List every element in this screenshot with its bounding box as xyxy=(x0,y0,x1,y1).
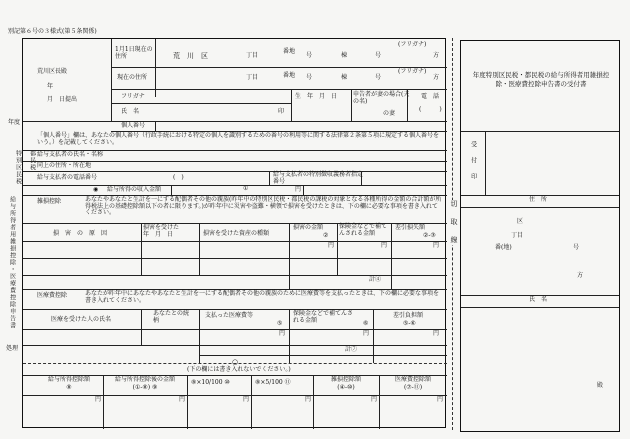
casualty-yen3: 円 xyxy=(433,242,440,249)
city-label: 荒川区長殿 xyxy=(37,68,68,75)
income-num: ① xyxy=(243,185,249,192)
mynumber-label: 個人番号 xyxy=(121,122,146,129)
footer-col-4: 雑損控除額 xyxy=(330,376,361,383)
receipt-title: 年度特別区民税・都民税の給与所得者用雑損控除・医療費控除申告書の受付書 xyxy=(472,71,610,89)
medical-col-paid: 支払った医療費等 xyxy=(205,312,254,319)
spouse-label: 申告者が妻の場合(夫の名) xyxy=(353,91,410,105)
seal: 印 xyxy=(278,108,285,115)
date-field: 月 日提出 xyxy=(47,96,78,103)
go4: 号 xyxy=(375,74,382,81)
footer-col-3: ⑧×5/100 ⑪ xyxy=(255,379,291,386)
casualty-col-net: 差引損失額 xyxy=(395,224,426,231)
employer-addr-label: 同上の住所・所在地 xyxy=(37,162,92,169)
tax2-label: 都民税 xyxy=(28,150,36,171)
casualty-num2: ② xyxy=(323,232,329,239)
casualty-col-date: 損害を受けた年 月 日 xyxy=(143,224,180,238)
to: 棟 xyxy=(341,52,348,59)
form-id: 別記第６号の３様式(第５条関係) xyxy=(8,28,97,35)
name-label: 氏 名 xyxy=(121,108,140,115)
form-title: 給与所得者用雑損控除・医療費控除申告書 xyxy=(8,196,16,329)
cut-line-label: 切 取 線 xyxy=(450,200,458,245)
mynumber-notice: 「個人番号」欄は、あなたの個人番号（行政手続における特定の個人を識別するための番号の利用等に関する法律第２条第５項に規定する個人番号をいう。）を記載してください。 xyxy=(37,132,440,146)
go3: 号 xyxy=(306,74,313,81)
footer-num-5: (⑦-⑪) xyxy=(403,384,423,391)
receipt-ward: 区 xyxy=(517,218,524,225)
tel-label: 電 話 xyxy=(421,93,440,100)
banchi2: 番地 xyxy=(283,72,296,79)
footer-yen5: 円 xyxy=(437,396,444,403)
medical-num56: ⑤-⑥ xyxy=(403,320,416,327)
medical-num6: ⑥ xyxy=(363,320,369,327)
casualty-col-cause: 損 害 の 原 因 xyxy=(53,230,108,237)
medical-col-net: 差引負担額 xyxy=(393,312,424,319)
receipt-go: 号 xyxy=(573,244,580,251)
income-yen: 円 xyxy=(295,186,302,193)
footer-col-0: 給与所得控除額 xyxy=(47,376,90,383)
kata2: 方 xyxy=(433,74,440,81)
current-label: 現在の住所 xyxy=(117,74,148,81)
receipt-stamp-label: 受付印 xyxy=(469,141,477,189)
medical-yen2: 円 xyxy=(363,330,370,337)
to2: 棟 xyxy=(341,74,348,81)
casualty-yen1: 円 xyxy=(328,242,335,249)
main-form xyxy=(22,38,446,428)
furigana2: (フリガナ) xyxy=(398,68,427,75)
birth-label: 生 年 月 日 xyxy=(295,93,338,100)
medical-col-insurance: 保険金などで補てんされる金額 xyxy=(293,310,354,324)
casualty-col-insurance: 保険金などで補てんされる金額 xyxy=(339,223,388,237)
footer-yen0: 円 xyxy=(95,396,102,403)
medical-total: 計⑦ xyxy=(345,346,358,353)
employer-name-label: 給与支払者の氏名・名称 xyxy=(37,151,104,158)
footer-yen4: 円 xyxy=(371,396,378,403)
medical-yen3: 円 xyxy=(433,330,440,337)
casualty-total: 計④ xyxy=(369,276,382,283)
casualty-desc: あなたやあなたと生計を一にする配偶者その他の親族(昨年中の特別区民税・都民税の課税の対象となる各種所得の金額の合計額が所得税法上の基礎控除額以下の者に限ります。)が昨年中に災害や盗難・横領で損害を受けたときは、下の欄に必要な事項を書き入れてください。 xyxy=(85,196,442,217)
footer-num-1: (①-⑧) ⑨ xyxy=(132,384,158,391)
footer-note: (下の欄には書き入れないでください。) xyxy=(187,366,291,373)
process-label: 処理 xyxy=(6,345,19,352)
jan1-label: 1月1日現在の住所 xyxy=(115,46,153,60)
furigana: (フリガナ) xyxy=(398,41,427,48)
employer-tel-paren: ( ) xyxy=(173,174,184,181)
receipt-banchi: 番(地) xyxy=(495,244,512,251)
casualty-col-amount: 損害の金額 xyxy=(293,224,324,231)
casualty-num23: ②-③ xyxy=(423,232,436,239)
medical-desc: あなたが昨年中にあなたやあなたと生計を一にする配偶者その他の親族のために医療費等を支払ったときは、下の欄に必要な事項を書き入れてください。 xyxy=(85,290,440,304)
income-bullet: ◉ xyxy=(93,186,99,193)
medical-col-patient: 医療を受けた人の氏名 xyxy=(51,316,112,323)
footer-yen1: 円 xyxy=(179,396,186,403)
cut-circle: ○ xyxy=(231,358,239,366)
banchi: 番地 xyxy=(283,48,296,55)
medical-col-relation: あなたとの続柄 xyxy=(153,310,190,324)
kata: 方 xyxy=(433,52,440,59)
receipt-address-label: 住 所 xyxy=(529,196,548,203)
footer-yen3: 円 xyxy=(305,396,312,403)
medical-yen1: 円 xyxy=(279,330,286,337)
go2: 号 xyxy=(375,52,382,59)
chome: 丁目 xyxy=(246,52,259,59)
go: 号 xyxy=(306,52,313,59)
medical-num5: ⑤ xyxy=(277,320,283,327)
furigana-label: フリガナ xyxy=(121,93,145,100)
casualty-yen2: 円 xyxy=(381,242,388,249)
footer-col-1: 給与所得控除後の金額 xyxy=(114,376,175,383)
footer-num-4: (④-⑩) xyxy=(337,384,355,391)
tax-label: 特別区民税 xyxy=(14,150,22,185)
footer-col-2: ⑧×10/100 ⑩ xyxy=(191,379,230,386)
spouse2: の妻 xyxy=(383,110,396,117)
tel-paren: ( ) xyxy=(419,106,442,113)
receipt-kata: 方 xyxy=(577,272,584,279)
ward-field: 荒 川 区 xyxy=(173,52,208,60)
employer-special-label: 給与支払者の特別徴収義務者指定番号 xyxy=(273,171,364,185)
casualty-col-asset: 損害を受けた資産の種類 xyxy=(203,230,270,237)
footer-yen2: 円 xyxy=(243,396,250,403)
receipt-panel xyxy=(460,40,620,432)
employer-tel-label: 給与支払者の電話番号 xyxy=(37,174,98,181)
footer-col-5: 医療費控除額 xyxy=(394,376,431,383)
casualty-title: 雑損控除 xyxy=(37,198,62,205)
receipt-name-label: 氏 名 xyxy=(529,296,548,303)
chome2: 丁目 xyxy=(246,74,259,81)
footer-num-0: ⑧ xyxy=(66,384,72,391)
medical-title: 医療費控除 xyxy=(37,292,68,299)
receipt-dono: 殿 xyxy=(597,382,604,389)
receipt-chome: 丁目 xyxy=(511,232,524,239)
year-field: 年 xyxy=(47,83,54,90)
income-label: 給与所得の収入金額 xyxy=(107,186,162,193)
year-label: 年度 xyxy=(8,119,21,126)
